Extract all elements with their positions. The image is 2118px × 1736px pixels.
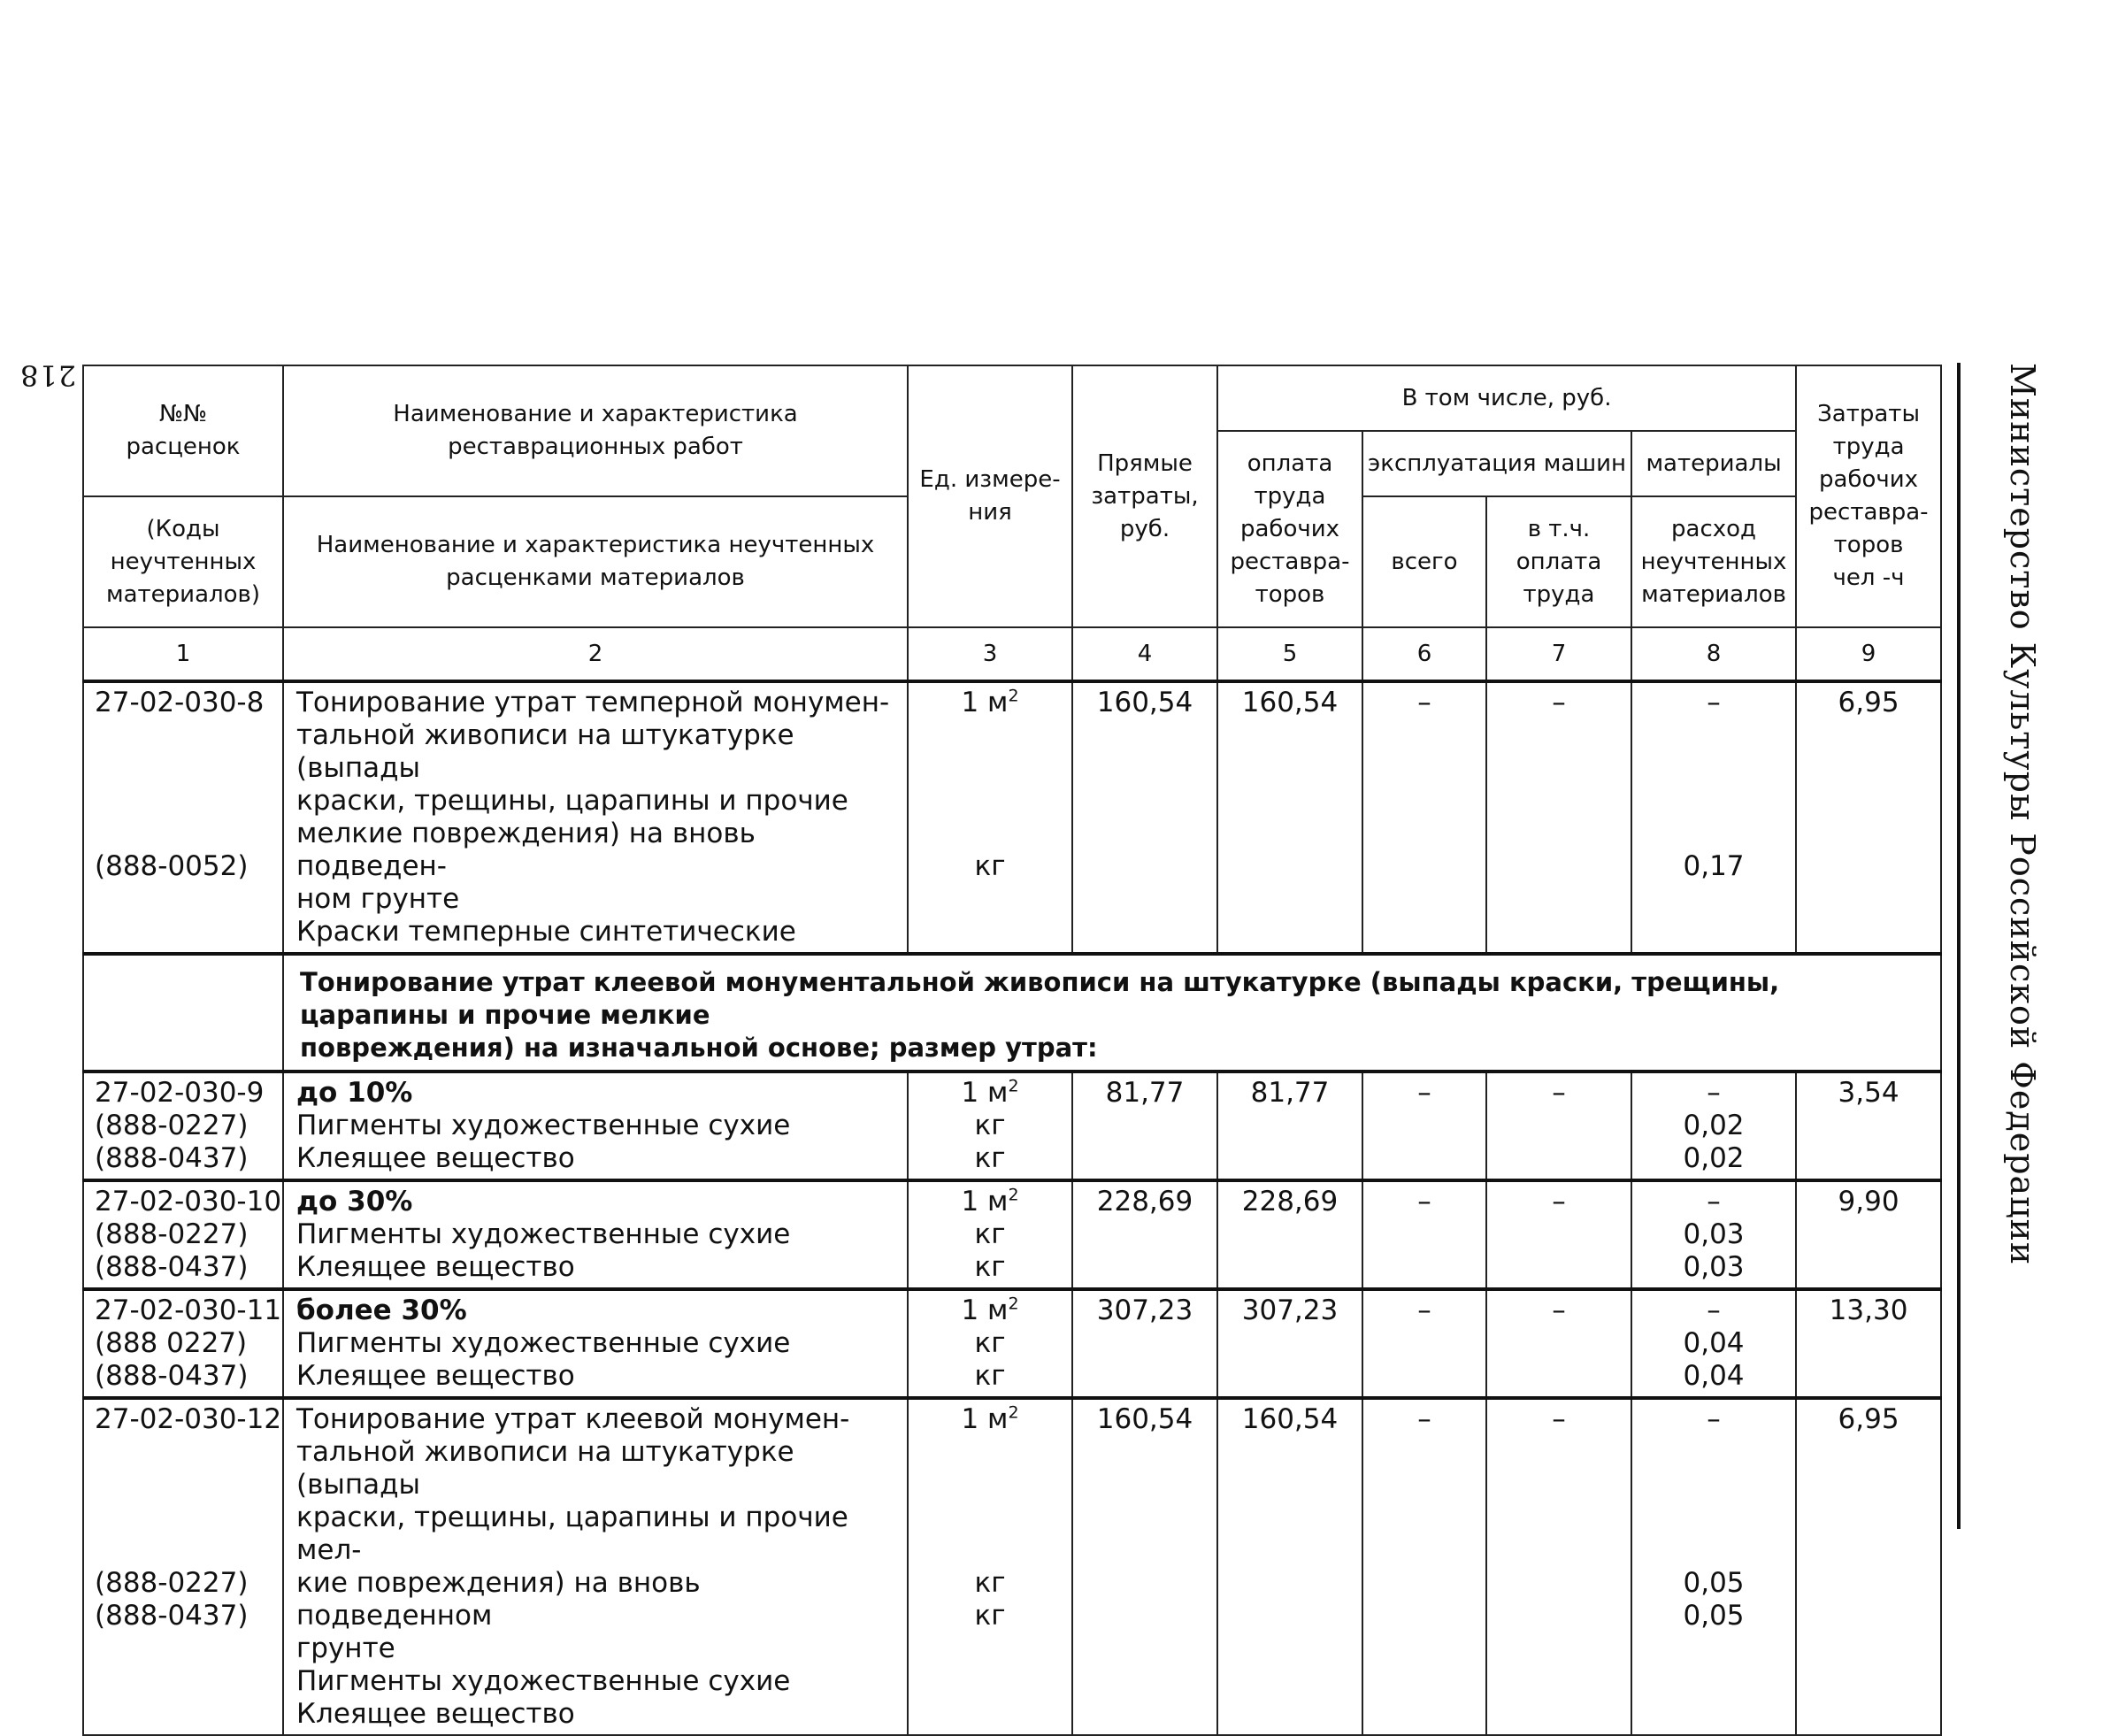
column-number: 3 [908,627,1072,681]
machines-labor-cell: – [1486,1180,1631,1289]
column-number: 4 [1072,627,1217,681]
labor-hours-cell: 13,30 [1796,1289,1941,1398]
header-material-codes: (Коды неучтенных материалов) [83,496,283,627]
labor-pay-cell: 307,23 [1217,1289,1362,1398]
work-name-cell: до 10% Пигменты художественные сухие Клеящее вещество [283,1072,908,1180]
page-number: 218 [19,358,77,392]
labor-hours-cell: 3,54 [1796,1072,1941,1180]
machines-total-cell: – [1362,1072,1486,1180]
labor-hours-cell: 6,95 [1796,681,1941,954]
unit-cell: 1 $м^2$ кг [908,681,1072,954]
header-material-names: Наименование и характеристика неучтенных расценками материалов [283,496,908,627]
table-row [83,1398,1941,1735]
direct-costs-cell: 228,69 [1072,1180,1217,1289]
group-heading: Тонирование утрат клеевой монументальной живописи на штукатурке (выпады краски, трещины, царапины и прочие мелкие повреждения) на изначальной основе; размер утрат: [283,954,1941,1072]
column-numbers-row [83,627,1941,681]
direct-costs-cell: 81,77 [1072,1072,1217,1180]
labor-pay-cell: 160,54 [1217,1398,1362,1735]
direct-costs-cell: 160,54 [1072,1398,1217,1735]
materials-cell: – 0,03 0,03 [1631,1180,1796,1289]
column-number: 5 [1217,627,1362,681]
unit-cell: 1 $м^2$ кг кг [908,1398,1072,1735]
header-unaccounted-materials: расход неучтенных материалов [1631,496,1796,627]
rates-table [82,365,1942,1736]
table-row [83,1180,1941,1289]
work-name-cell: Тонирование утрат клеевой монумен- тальной живописи на штукатурке (выпады краски, трещины, царапины и прочие мел- кие повреждения) на вновь подведенном грунте Пигменты художественные сухие Клеящее вещество [283,1398,908,1735]
unit-cell: 1 $м^2$ кг кг [908,1072,1072,1180]
table-row [83,681,1941,954]
table-header [83,365,1941,681]
header-work-name: Наименование и характеристика реставрационных работ [283,365,908,496]
rate-code-cell: 27-02-030-9 (888-0227) (888-0437) [83,1072,283,1180]
labor-pay-cell: 81,77 [1217,1072,1362,1180]
machines-total-cell: – [1362,681,1486,954]
rate-code-cell: 27-02-030-12 (888-0227) (888-0437) [83,1398,283,1735]
column-number: 9 [1796,627,1941,681]
rate-code-cell: 27-02-030-8 (888-0052) [83,681,283,954]
header-materials: материалы [1631,431,1796,496]
work-name-cell: до 30% Пигменты художественные сухие Клеящее вещество [283,1180,908,1289]
machines-total-cell: – [1362,1180,1486,1289]
work-name-cell: Тонирование утрат темперной монумен- тальной живописи на штукатурке (выпады краски, трещины, царапины и прочие мелкие повреждения) на вновь подведен- ном грунте Краски темперные синтетические [283,681,908,954]
rate-code-cell: 27-02-030-11 (888 0227) (888-0437) [83,1289,283,1398]
header-machines-labor: в т.ч. оплата труда [1486,496,1631,627]
labor-hours-cell: 9,90 [1796,1180,1941,1289]
unit-cell: 1 $м^2$ кг кг [908,1180,1072,1289]
column-number: 8 [1631,627,1796,681]
machines-labor-cell: – [1486,681,1631,954]
labor-hours-cell: 6,95 [1796,1398,1941,1735]
header-rate-number: №№ расценок [83,365,283,496]
machines-total-cell: – [1362,1289,1486,1398]
materials-cell: – 0,17 [1631,681,1796,954]
rate-code-cell: 27-02-030-10 (888-0227) (888-0437) [83,1180,283,1289]
direct-costs-cell: 307,23 [1072,1289,1217,1398]
column-number: 1 [83,627,283,681]
side-title: Министерство Культуры Российской Федерации [2003,363,2042,1266]
table-row [83,1072,1941,1180]
column-number: 7 [1486,627,1631,681]
materials-cell: – 0,02 0,02 [1631,1072,1796,1180]
machines-labor-cell: – [1486,1398,1631,1735]
header-direct-costs: Прямые затраты, руб. [1072,365,1217,627]
machines-total-cell: – [1362,1398,1486,1735]
header-labor-hours: Затраты труда рабочих реставра- торов чел -ч [1796,365,1941,627]
materials-cell: – 0,05 0,05 [1631,1398,1796,1735]
header-including-group: В том числе, руб. [1217,365,1796,431]
header-machines: эксплуатация машин [1362,431,1631,496]
header-machines-total: всего [1362,496,1486,627]
column-number: 2 [283,627,908,681]
machines-labor-cell: – [1486,1072,1631,1180]
labor-pay-cell: 228,69 [1217,1180,1362,1289]
work-name-cell: более 30% Пигменты художественные сухие Клеящее вещество [283,1289,908,1398]
unit-cell: 1 $м^2$ кг кг [908,1289,1072,1398]
side-rule [1957,363,1961,1529]
header-labor-pay: оплата труда рабочих реставра- торов [1217,431,1362,627]
table-row [83,1289,1941,1398]
labor-pay-cell: 160,54 [1217,681,1362,954]
group-heading-code-cell [83,954,283,1072]
materials-cell: – 0,04 0,04 [1631,1289,1796,1398]
direct-costs-cell: 160,54 [1072,681,1217,954]
header-unit: Ед. измере- ния [908,365,1072,627]
group-heading-row [83,954,1941,1072]
column-number: 6 [1362,627,1486,681]
machines-labor-cell: – [1486,1289,1631,1398]
